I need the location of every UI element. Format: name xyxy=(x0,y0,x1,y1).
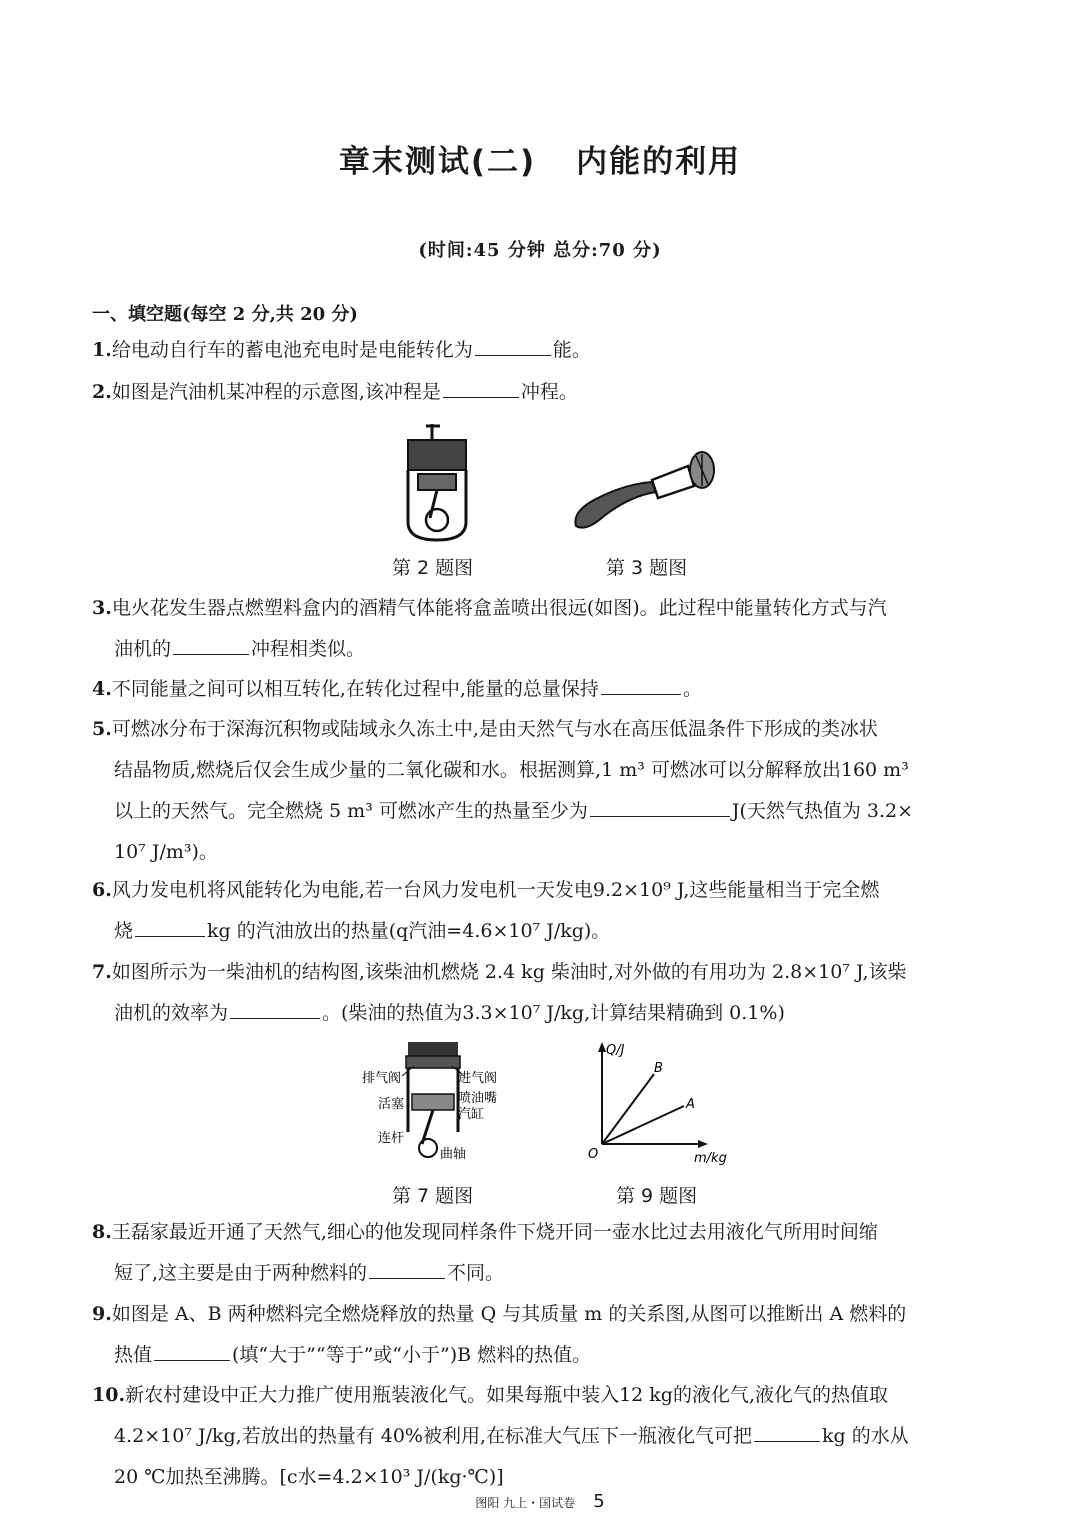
question-1: 1.给电动自行车的蓄电池充电时是电能转化为 能。 xyxy=(92,330,992,371)
line-b-label: B xyxy=(654,1061,663,1076)
answer-blank[interactable] xyxy=(154,1341,230,1361)
question-8: 8.王磊家最近开通了天然气,细心的他发现同样条件下烧开同一壶水比过去用液化气所用时间缩 短了,这主要是由于两种燃料的 不同。 xyxy=(92,1221,878,1284)
figure-caption-9: 第 9 题图 xyxy=(616,1185,698,1207)
answer-blank[interactable] xyxy=(443,378,519,398)
label-injector: 喷油嘴 xyxy=(458,1091,498,1106)
figure-caption-2: 第 2 题图 xyxy=(392,557,474,579)
line-a-label: A xyxy=(686,1097,695,1112)
label-crankshaft: 曲轴 xyxy=(440,1147,467,1162)
exam-info: (时间:45 分钟 总分:70 分) xyxy=(418,240,662,261)
page-footer xyxy=(0,1491,1080,1512)
answer-blank[interactable] xyxy=(601,675,681,695)
question-5: 5.可燃冰分布于深海沉积物或陆域永久冻土中,是由天然气与水在高压低温条件下形成的类冰状 结晶物质,燃烧后仅会生成少量的二氧化碳和水。根据测算,1 m³ 可燃冰可以分解释放出160 m³ 以上的天然气。完全燃烧 5 m³ 可燃冰产生的热量至少为 J(天然气热值为 3.2× 10⁷ J/m³)。 xyxy=(92,718,914,863)
heat-mass-graph xyxy=(584,1040,734,1166)
answer-blank[interactable] xyxy=(369,1259,445,1279)
line-b xyxy=(602,1074,654,1144)
answer-blank[interactable] xyxy=(135,917,205,937)
question-10: 10.新农村建设中正大力推广使用瓶装液化气。如果每瓶中装入12 kg的液化气,液化气的热值取 4.2×10⁷ J/kg,若放出的热量有 40%被利用,在标准大气压下一瓶液化气可把 kg 的水从 20 ℃加热至沸腾。[c水=4.2×10³ J/(kg·℃)] xyxy=(92,1384,909,1488)
figure-caption-3: 第 3 题图 xyxy=(606,557,688,579)
origin-label: O xyxy=(588,1147,599,1162)
title-topic: 内能的利用 xyxy=(576,144,742,180)
answer-blank[interactable] xyxy=(230,999,320,1019)
x-axis-label: m/kg xyxy=(694,1151,727,1166)
y-axis-label: Q/J xyxy=(606,1043,625,1058)
answer-blank[interactable] xyxy=(173,635,249,655)
answer-blank[interactable] xyxy=(590,797,730,817)
section-heading: 一、填空题(每空 2 分,共 20 分) xyxy=(92,304,358,325)
label-cylinder: 汽缸 xyxy=(458,1107,485,1122)
question-9: 9.如图是 A、B 两种燃料完全燃烧释放的热量 Q 与其质量 m 的关系图,从图可以推断出 A 燃料的 热值 (填“大于”“等于”或“小于”)B 燃料的热值。 xyxy=(92,1303,907,1366)
label-connecting-rod: 连杆 xyxy=(378,1131,405,1146)
label-piston: 活塞 xyxy=(378,1097,405,1112)
label-exhaust-valve: 排气阀 xyxy=(362,1071,402,1086)
question-6: 6.风力发电机将风能转化为电能,若一台风力发电机一天发电9.2×10⁹ J,这些能量相当于完全燃 烧 kg 的汽油放出的热量(q汽油=4.6×10⁷ J/kg)。 xyxy=(92,879,880,942)
footer-text: 图阳 九上・国试卷 xyxy=(475,1496,576,1510)
figure-caption-7: 第 7 题图 xyxy=(392,1185,474,1207)
question-7: 7.如图所示为一柴油机的结构图,该柴油机燃烧 2.4 kg 柴油时,对外做的有用功为 2.8×10⁷ J,该柴 油机的效率为 。(柴油的热值为3.3×10⁷ J/kg,计算结果精确到 0.1%) xyxy=(92,961,907,1024)
diesel-engine-figure xyxy=(362,1036,502,1166)
label-intake-valve: 进气阀 xyxy=(458,1071,498,1086)
answer-blank[interactable] xyxy=(475,336,551,356)
title-chapter: 章末测试(二) xyxy=(338,144,537,180)
spark-generator-figure xyxy=(570,446,726,538)
question-3: 3.电火花发生器点燃塑料盒内的酒精气体能将盒盖喷出很远(如图)。此过程中能量转化方式与汽 油机的 冲程相类似。 xyxy=(92,597,887,660)
line-a xyxy=(602,1106,684,1144)
question-4: 4.不同能量之间可以相互转化,在转化过程中,能量的总量保持 。 xyxy=(92,669,992,710)
answer-blank[interactable] xyxy=(754,1422,820,1442)
question-2: 2.如图是汽油机某冲程的示意图,该冲程是 冲程。 xyxy=(92,372,992,413)
page-title xyxy=(0,136,1080,181)
engine-stroke-figure xyxy=(398,422,478,544)
page-number: 5 xyxy=(593,1491,605,1512)
